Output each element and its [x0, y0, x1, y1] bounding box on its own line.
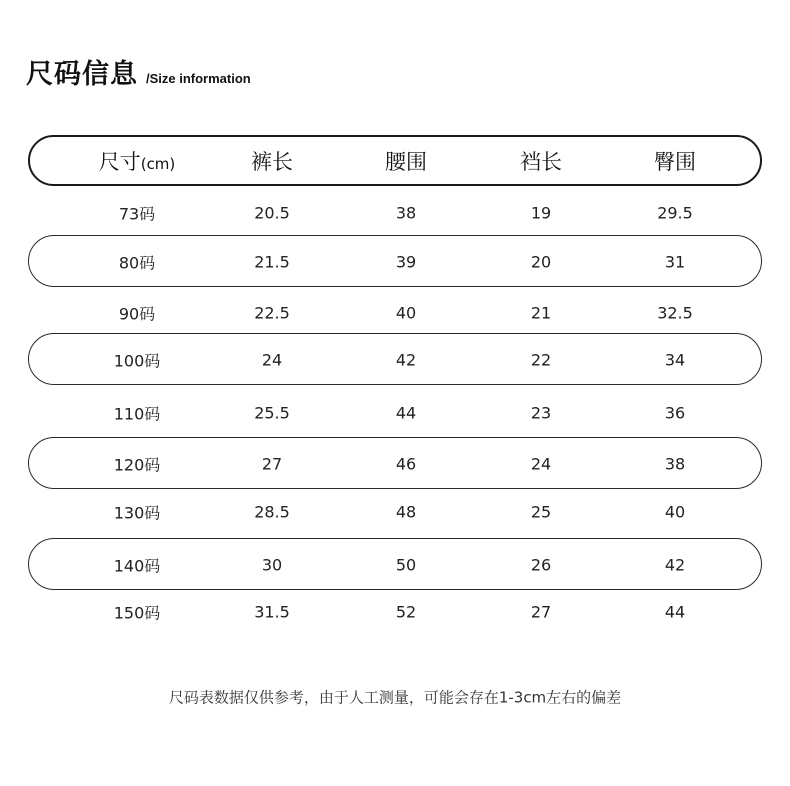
cell-rise: 24 — [530, 454, 552, 474]
cell-rise: 25 — [530, 502, 552, 522]
cell-hip: 32.5 — [657, 303, 693, 323]
cell-waist: 40 — [395, 303, 417, 323]
header-size — [99, 146, 176, 176]
cell-length: 31.5 — [254, 602, 290, 622]
cell-size: 110码 — [113, 404, 161, 424]
cell-rise: 26 — [530, 555, 552, 575]
cell-rise: 21 — [530, 303, 552, 323]
cell-length: 24 — [261, 350, 283, 370]
header-label: 裤长 — [251, 150, 293, 174]
cell-rise: 20 — [530, 252, 552, 272]
cell-length: 20.5 — [254, 203, 290, 223]
cell-hip: 36 — [664, 403, 686, 423]
cell-size: 130码 — [113, 503, 161, 523]
cell-length: 21.5 — [254, 252, 290, 272]
measurement-note: 尺码表数据仅供参考，由于人工测量，可能会存在1-3cm左右的偏差 — [168, 688, 622, 707]
cell-waist: 44 — [395, 403, 417, 423]
cell-hip: 44 — [664, 602, 686, 622]
cell-rise: 23 — [530, 403, 552, 423]
title-main: 尺码信息 — [26, 59, 138, 90]
cell-hip: 38 — [664, 454, 686, 474]
cell-size: 140码 — [113, 556, 161, 576]
cell-rise: 22 — [530, 350, 552, 370]
cell-size: 150码 — [113, 603, 161, 623]
header-label: 裆长 — [520, 150, 562, 174]
header-length — [251, 146, 293, 176]
header-label: 腰围 — [385, 150, 427, 174]
cell-size: 90码 — [118, 304, 156, 324]
cell-hip: 40 — [664, 502, 686, 522]
cell-hip: 42 — [664, 555, 686, 575]
cell-hip: 31 — [664, 252, 686, 272]
cell-hip: 29.5 — [657, 203, 693, 223]
cell-length: 25.5 — [254, 403, 290, 423]
cell-length: 30 — [261, 555, 283, 575]
cell-size: 100码 — [113, 351, 161, 371]
cell-hip: 34 — [664, 350, 686, 370]
cell-waist: 46 — [395, 454, 417, 474]
header-label: 臀围 — [654, 150, 696, 174]
header-unit: (cm) — [140, 155, 176, 173]
header-rise — [520, 146, 562, 176]
header-label: 尺寸 — [98, 150, 141, 174]
cell-length: 27 — [261, 454, 283, 474]
cell-rise: 27 — [530, 602, 552, 622]
cell-waist: 39 — [395, 252, 417, 272]
cell-length: 28.5 — [254, 502, 290, 522]
header-hip — [654, 146, 696, 176]
cell-size: 120码 — [113, 455, 161, 475]
page-title — [26, 52, 251, 91]
cell-length: 22.5 — [254, 303, 290, 323]
header-waist — [385, 146, 427, 176]
cell-waist: 42 — [395, 350, 417, 370]
cell-waist: 48 — [395, 502, 417, 522]
title-subtitle: /Size information — [146, 71, 251, 86]
cell-size: 73码 — [118, 204, 156, 224]
cell-rise: 19 — [530, 203, 552, 223]
cell-waist: 50 — [395, 555, 417, 575]
cell-size: 80码 — [118, 253, 156, 273]
cell-waist: 38 — [395, 203, 417, 223]
cell-waist: 52 — [395, 602, 417, 622]
